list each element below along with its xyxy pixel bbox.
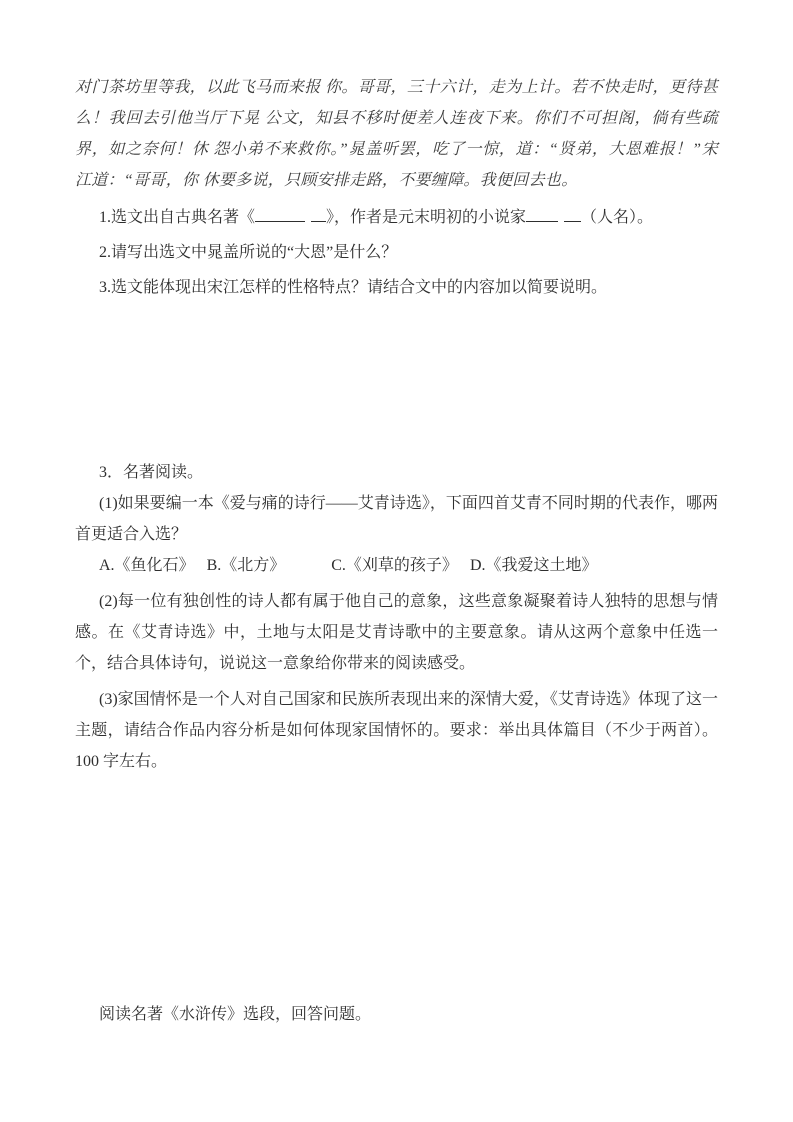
section-3-heading: 3．名著阅读。 [99,464,204,481]
question-1-prefix: 1.选文出自古典名著《 [99,209,256,226]
novel-excerpt-paragraph: 对门茶坊里等我，以此飞马而来报 你。哥哥，三十六计，走为上计。若不快走时，更待甚么！我回去引他当厅下晃 公文，知县不移时便差人连夜下来。你们不可担阁，倘有些疏界，如之奈何！休 怨小弟不来救你。”晁盖听罢，吃了一惊，道：“贤弟，大恩难报！”宋江道：“哥哥，你 休要多说，只顾安排走路，不要缠障。我便回去也。 [75,79,718,189]
question-1-blank-title-short [311,206,326,222]
question-3: 3.选文能体现出宋江怎样的性格特点？请结合文中的内容加以简要说明。 [99,279,608,296]
choice-c: C.《刈草的孩子》 [331,557,458,574]
choice-b: B.《北方》 [206,557,286,574]
question-1-suffix: （人名）。 [581,209,654,226]
question-1-middle: 》，作者是元末明初的小说家 [326,209,527,226]
question-2: 2.请写出选文中晁盖所说的“大恩”是什么？ [99,244,398,261]
section-3-item-1: (1)如果要编一本《爱与痛的诗行——艾青诗选》，下面四首艾青不同时期的代表作，哪两首更适合入选？ [75,495,718,543]
question-1 [75,202,718,233]
choice-d: D.《我爱这土地》 [469,557,598,574]
section-3-item-3: (3)家国情怀是一个人对自己国家和民族所表现出来的深情大爱，《艾青诗选》体现了这一主题，请结合作品内容分析是如何体现家国情怀的。要求：举出具体篇目（不少于两首）。100 字左右。 [75,691,718,770]
section-3-choices [75,550,718,581]
question-1-blank-author-short [564,206,581,222]
question-1-blank-author-long [526,206,558,222]
question-1-blank-title-long [255,206,305,222]
next-section-instruction: 阅读名著《水浒传》选段，回答问题。 [99,1006,372,1023]
section-3-item-2: (2)每一位有独创性的诗人都有属于他自己的意象，这些意象凝聚着诗人独特的思想与情感。在《艾青诗选》中，土地与太阳是艾青诗歌中的主要意象。请从这两个意象中任选一个，结合具体诗句，说说这一意象给你带来的阅读感受。 [75,593,718,672]
choice-a: A.《鱼化石》 [99,557,195,574]
